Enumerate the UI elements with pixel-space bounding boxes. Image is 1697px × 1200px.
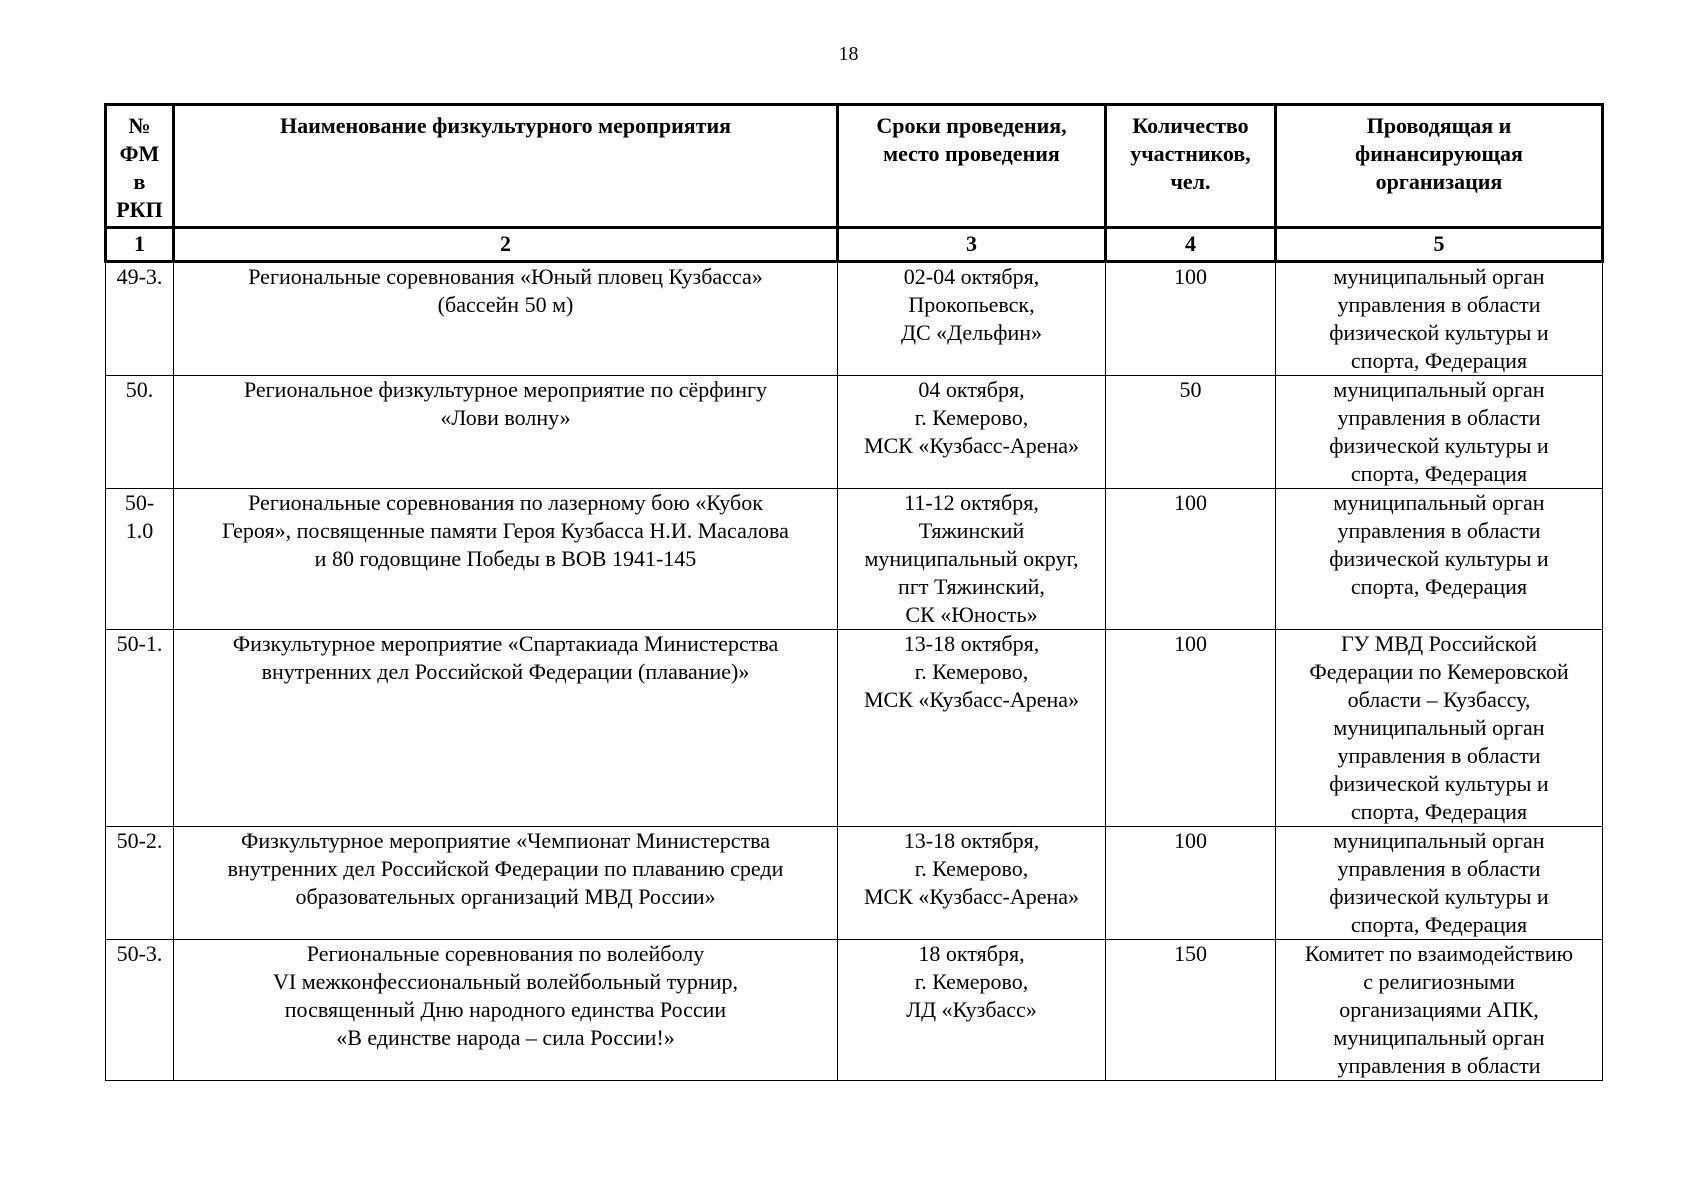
table-row <box>106 262 1603 376</box>
event-number: 50. <box>106 376 174 489</box>
table-header-row <box>106 105 1603 228</box>
column-number-row <box>106 228 1603 262</box>
event-participants: 50 <box>1106 376 1276 489</box>
event-name: Физкультурное мероприятие «Чемпионат Министерства внутренних дел Российской Федерации по плаванию среди образовательных организаций МВД России» <box>174 827 838 940</box>
event-dates-place: 04 октября, г. Кемерово, МСК «Кузбасс-Арена» <box>838 376 1106 489</box>
table-row <box>106 630 1603 827</box>
table-row <box>106 489 1603 630</box>
event-name: Региональные соревнования по лазерному бою «Кубок Героя», посвященные памяти Героя Кузбасса Н.И. Масалова и 80 годовщине Победы в ВОВ 1941-145 <box>174 489 838 630</box>
column-number: 2 <box>174 228 838 262</box>
table-row <box>106 376 1603 489</box>
header-dates-place: Сроки проведения, место проведения <box>838 105 1106 228</box>
event-participants: 100 <box>1106 262 1276 376</box>
column-number: 4 <box>1106 228 1276 262</box>
page-number: 18 <box>838 43 859 65</box>
table-row <box>106 940 1603 1081</box>
table-row <box>106 827 1603 940</box>
event-organization: Комитет по взаимодействию с религиозными организациями АПК, муниципальный орган управления в области <box>1276 940 1603 1081</box>
event-name: Региональное физкультурное мероприятие по сёрфингу «Лови волну» <box>174 376 838 489</box>
event-number: 50-2. <box>106 827 174 940</box>
column-number: 3 <box>838 228 1106 262</box>
event-name: Физкультурное мероприятие «Спартакиада Министерства внутренних дел Российской Федерации (плавание)» <box>174 630 838 827</box>
event-organization: муниципальный орган управления в области физической культуры и спорта, Федерация <box>1276 262 1603 376</box>
event-dates-place: 11-12 октября, Тяжинский муниципальный округ, пгт Тяжинский, СК «Юность» <box>838 489 1106 630</box>
column-number: 1 <box>106 228 174 262</box>
event-name: Региональные соревнования «Юный пловец Кузбасса» (бассейн 50 м) <box>174 262 838 376</box>
event-dates-place: 18 октября, г. Кемерово, ЛД «Кузбасс» <box>838 940 1106 1081</box>
header-event-name: Наименование физкультурного мероприятия <box>174 105 838 228</box>
event-participants: 150 <box>1106 940 1276 1081</box>
event-participants: 100 <box>1106 630 1276 827</box>
event-number: 49-3. <box>106 262 174 376</box>
event-participants: 100 <box>1106 827 1276 940</box>
event-organization: муниципальный орган управления в области физической культуры и спорта, Федерация <box>1276 489 1603 630</box>
event-dates-place: 02-04 октября, Прокопьевск, ДС «Дельфин» <box>838 262 1106 376</box>
event-number: 50-1. <box>106 630 174 827</box>
header-participants: Количество участников, чел. <box>1106 105 1276 228</box>
event-participants: 100 <box>1106 489 1276 630</box>
event-name: Региональные соревнования по волейболу VI межконфессиональный волейбольный турнир, посвященный Дню народного единства России «В единстве народа – сила России!» <box>174 940 838 1081</box>
event-organization: ГУ МВД Российской Федерации по Кемеровской области – Кузбассу, муниципальный орган управления в области физической культуры и спорта, Федерация <box>1276 630 1603 827</box>
event-number: 50-3. <box>106 940 174 1081</box>
event-organization: муниципальный орган управления в области физической культуры и спорта, Федерация <box>1276 827 1603 940</box>
header-organization: Проводящая и финансирующая организация <box>1276 105 1603 228</box>
events-table <box>104 103 1604 1081</box>
header-number: № ФМ в РКП <box>106 105 174 228</box>
column-number: 5 <box>1276 228 1603 262</box>
event-organization: муниципальный орган управления в области физической культуры и спорта, Федерация <box>1276 376 1603 489</box>
event-dates-place: 13-18 октября, г. Кемерово, МСК «Кузбасс-Арена» <box>838 630 1106 827</box>
event-dates-place: 13-18 октября, г. Кемерово, МСК «Кузбасс-Арена» <box>838 827 1106 940</box>
event-number: 50- 1.0 <box>106 489 174 630</box>
